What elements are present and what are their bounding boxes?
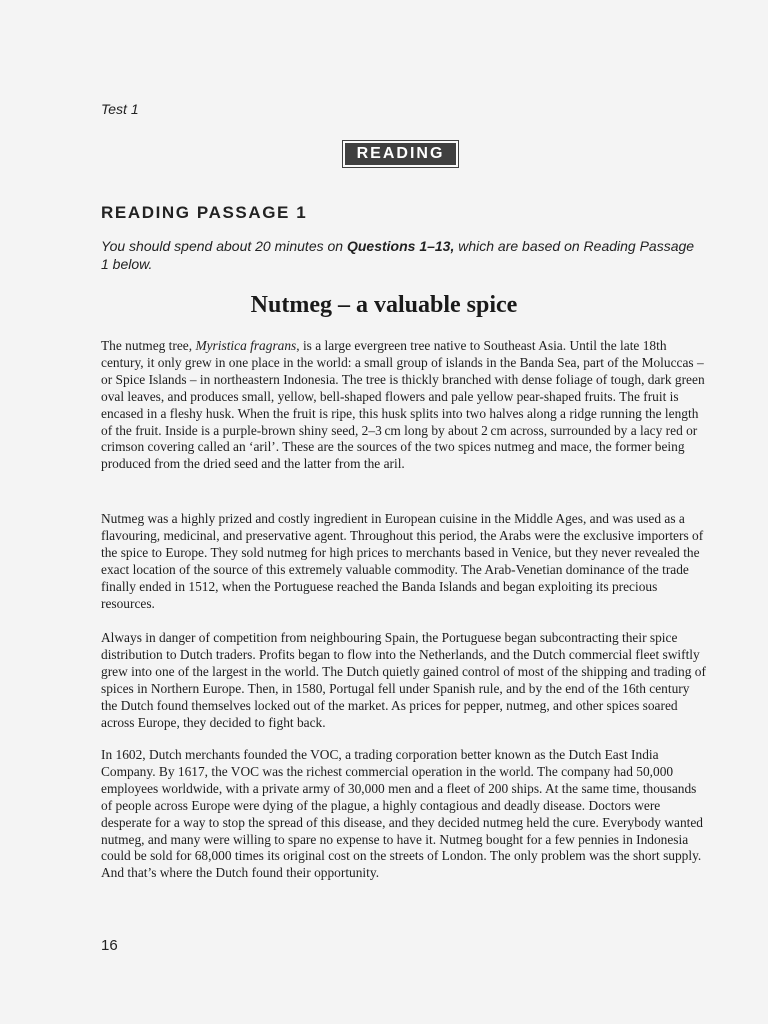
instructions-questions: Questions 1–13, [346,238,455,254]
test-label: Test 1 [101,101,139,117]
paragraph-1 [101,338,706,473]
species-name: Myristica fragrans [195,338,297,353]
paragraph-3: Always in danger of competition from neighbouring Spain, the Portuguese began subcontracting their spice distribution to Dutch traders. Profits began to flow into the Netherlands, and the Dutch commercial fleet swiftly grew into one of the largest in the world. The Dutch quietly gained control of most of the shipping and trading of spices in Northern Europe. Then, in 1580, Portugal fell under Spanish rule, and by the end of the 16th century the Dutch found themselves locked out of the market. As prices for pepper, nutmeg, and other spices soared across Europe, they decided to fight back. [101,630,706,730]
page-number: 16 [101,937,118,954]
section-banner: READING [343,141,458,167]
instructions-prefix: You should spend about 20 minutes on [101,238,347,254]
paragraph-2: Nutmeg was a highly prized and costly ingredient in European cuisine in the Middle Ages, and was used as a flavouring, medicinal, and preservative agent. Throughout this period, the Arabs were the exclusive importers of the spice to Europe. They sold nutmeg for high prices to merchants based in Venice, but they never revealed the exact location of the source of this extremely valuable commodity. The Arab-Venetian dominance of the trade finally ended in 1512, when the Portuguese reached the Banda Islands and began exploiting its precious resources. [101,511,704,611]
article-title: Nutmeg – a valuable spice [250,292,518,318]
instructions [101,237,701,273]
paragraph-1-start: The nutmeg tree, [101,338,196,353]
instructions-suffix: which are based on Reading Passage 1 below. [101,238,695,272]
paragraph-4: In 1602, Dutch merchants founded the VOC, a trading corporation better known as the Dutch East India Company. By 1617, the VOC was the richest commercial operation in the world. The company had 50,000 employees worldwide, with a private army of 30,000 men and a fleet of 200 ships. At the same time, thousands of people across Europe were dying of the plague, a highly contagious and deadly disease. Doctors were desperate for a way to stop the spread of this disease, and they decided nutmeg held the cure. Everybody wanted nutmeg, and many were willing to spare no expense to have it. Nutmeg bought for a few pennies in Indonesia could be sold for 68,000 times its original cost on the streets of London. The only problem was the short supply. And that’s where the Dutch found their opportunity. [101,747,704,881]
passage-heading: READING PASSAGE 1 [101,203,308,222]
paragraph-1-rest: , is a large evergreen tree native to Southeast Asia. Until the late 18th century, it only grew in one place in the world: a small group of islands in the Banda Sea, part of the Moluccas – or Spice Islands – in northeastern Indonesia. The tree is thickly branched with dense foliage of tough, dark green oval leaves, and produces small, yellow, bell-shaped flowers and pale yellow pear-shaped fruits. The fruit is encased in a fleshy husk. When the fruit is ripe, this husk splits into two halves along a ridge running the length of the fruit. Inside is a purple-brown shiny seed, 2–3 cm long by about 2 cm across, surrounded by a lacy red or crimson covering called an ‘aril’. These are the sources of the two spices nutmeg and mace, the former being produced from the dried seed and the latter from the aril. [101,338,705,472]
